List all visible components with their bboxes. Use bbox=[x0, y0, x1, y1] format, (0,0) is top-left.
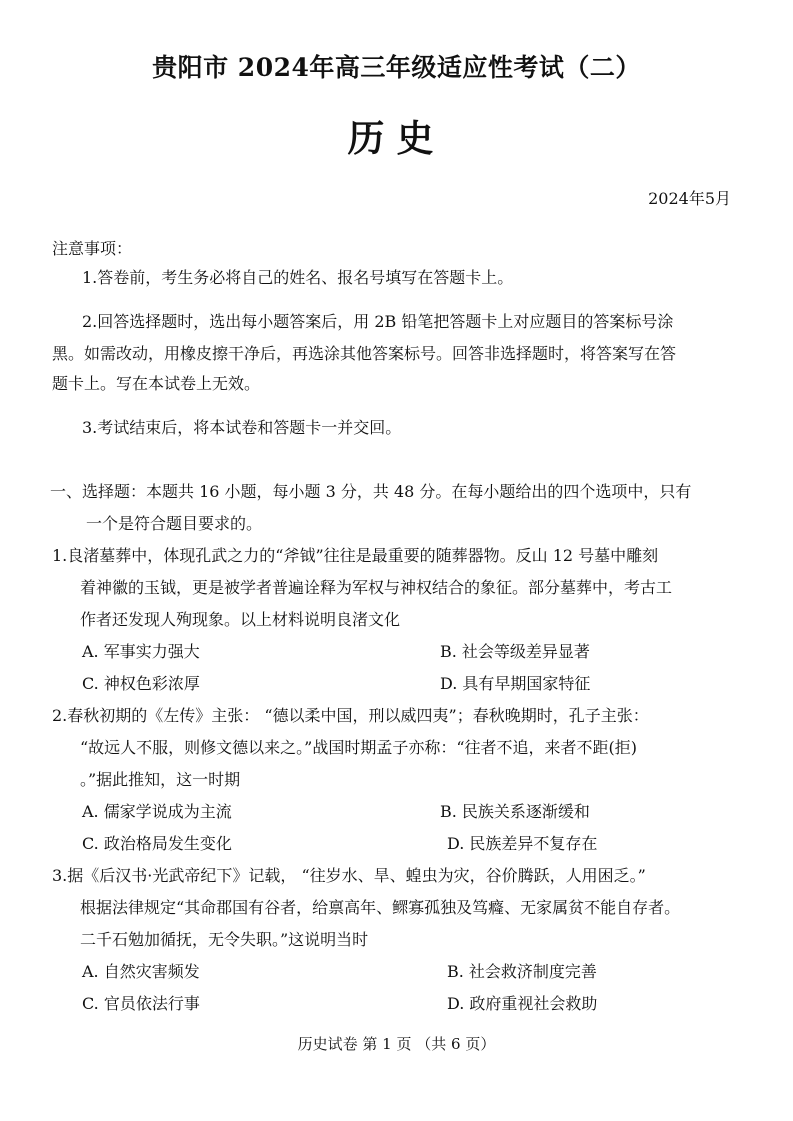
question-2-option-b[interactable]: B. 民族关系逐渐缓和 bbox=[440, 802, 590, 821]
question-1-option-a[interactable]: A. 军事实力强大 bbox=[82, 642, 200, 661]
question-2-option-a[interactable]: A. 儒家学说成为主流 bbox=[82, 802, 232, 821]
notice-item-3: 3.考试结束后，将本试卷和答题卡一并交回。 bbox=[82, 418, 402, 437]
question-3-line-3: 二千石勉加循抚，无令失职。”这说明当时 bbox=[80, 930, 369, 949]
notice-item-2-line-1: 2.回答选择题时，选出每小题答案后，用 2B 铅笔把答题卡上对应题目的答案标号涂 bbox=[82, 312, 674, 331]
question-3-option-c[interactable]: C. 官员依法行事 bbox=[82, 994, 200, 1013]
question-3-line-1: 3.据《后汉书·光武帝纪下》记载， “往岁水、旱、蝗虫为灾，谷价腾跃，人用困乏。” bbox=[52, 866, 646, 885]
notice-item-1: 1.答卷前，考生务必将自己的姓名、报名号填写在答题卡上。 bbox=[82, 268, 514, 287]
question-1-option-d[interactable]: D. 具有早期国家特征 bbox=[440, 674, 591, 693]
question-2-line-2: “故远人不服，则修文德以来之。”战国时期孟子亦称：“往者不追，来者不距(拒) bbox=[80, 738, 638, 757]
question-2-option-c[interactable]: C. 政治格局发生变化 bbox=[82, 834, 232, 853]
question-2-option-d[interactable]: D. 民族差异不复存在 bbox=[447, 834, 598, 853]
question-3-option-d[interactable]: D. 政府重视社会救助 bbox=[447, 994, 598, 1013]
question-1-line-1: 1.良渚墓葬中，体现孔武之力的“斧钺”往往是最重要的随葬器物。反山 12 号墓中雕刻 bbox=[52, 546, 659, 565]
question-1-option-c[interactable]: C. 神权色彩浓厚 bbox=[82, 674, 200, 693]
question-3-line-2: 根据法律规定“其命郡国有谷者，给禀高年、鳏寡孤独及笃癃、无家属贫不能自存者。 bbox=[80, 898, 681, 917]
question-1-line-3: 作者还发现人殉现象。以上材料说明良渚文化 bbox=[80, 610, 401, 629]
section-heading-cont: 一个是符合题目要求的。 bbox=[86, 514, 263, 533]
exam-title: 贵阳市 2024年高三年级适应性考试（二） bbox=[152, 53, 641, 82]
page-footer: 历史试卷 第 1 页 （共 6 页） bbox=[297, 1035, 496, 1053]
notice-heading: 注意事项： bbox=[52, 239, 133, 258]
question-1-option-b[interactable]: B. 社会等级差异显著 bbox=[440, 642, 590, 661]
subject-title: 历史 bbox=[347, 116, 446, 160]
question-2-line-3: 。”据此推知，这一时期 bbox=[80, 770, 241, 789]
question-1-line-2: 着神徽的玉钺，更是被学者普遍诠释为军权与神权结合的象征。部分墓葬中，考古工 bbox=[80, 578, 673, 597]
question-2-line-1: 2.春秋初期的《左传》主张： “德以柔中国，刑以威四夷”；春秋晚期时，孔子主张： bbox=[52, 706, 649, 725]
exam-date: 2024年5月 bbox=[648, 189, 731, 208]
section-heading: 一、选择题：本题共 16 小题，每小题 3 分，共 48 分。在每小题给出的四个选项中，只有 bbox=[50, 482, 692, 501]
question-3-option-a[interactable]: A. 自然灾害频发 bbox=[82, 962, 200, 981]
notice-item-2-line-2: 黑。如需改动，用橡皮擦干净后，再选涂其他答案标号。回答非选择题时，将答案写在答 bbox=[52, 344, 677, 363]
notice-item-2-line-3: 题卡上。写在本试卷上无效。 bbox=[52, 374, 261, 393]
question-3-option-b[interactable]: B. 社会救济制度完善 bbox=[447, 962, 597, 981]
